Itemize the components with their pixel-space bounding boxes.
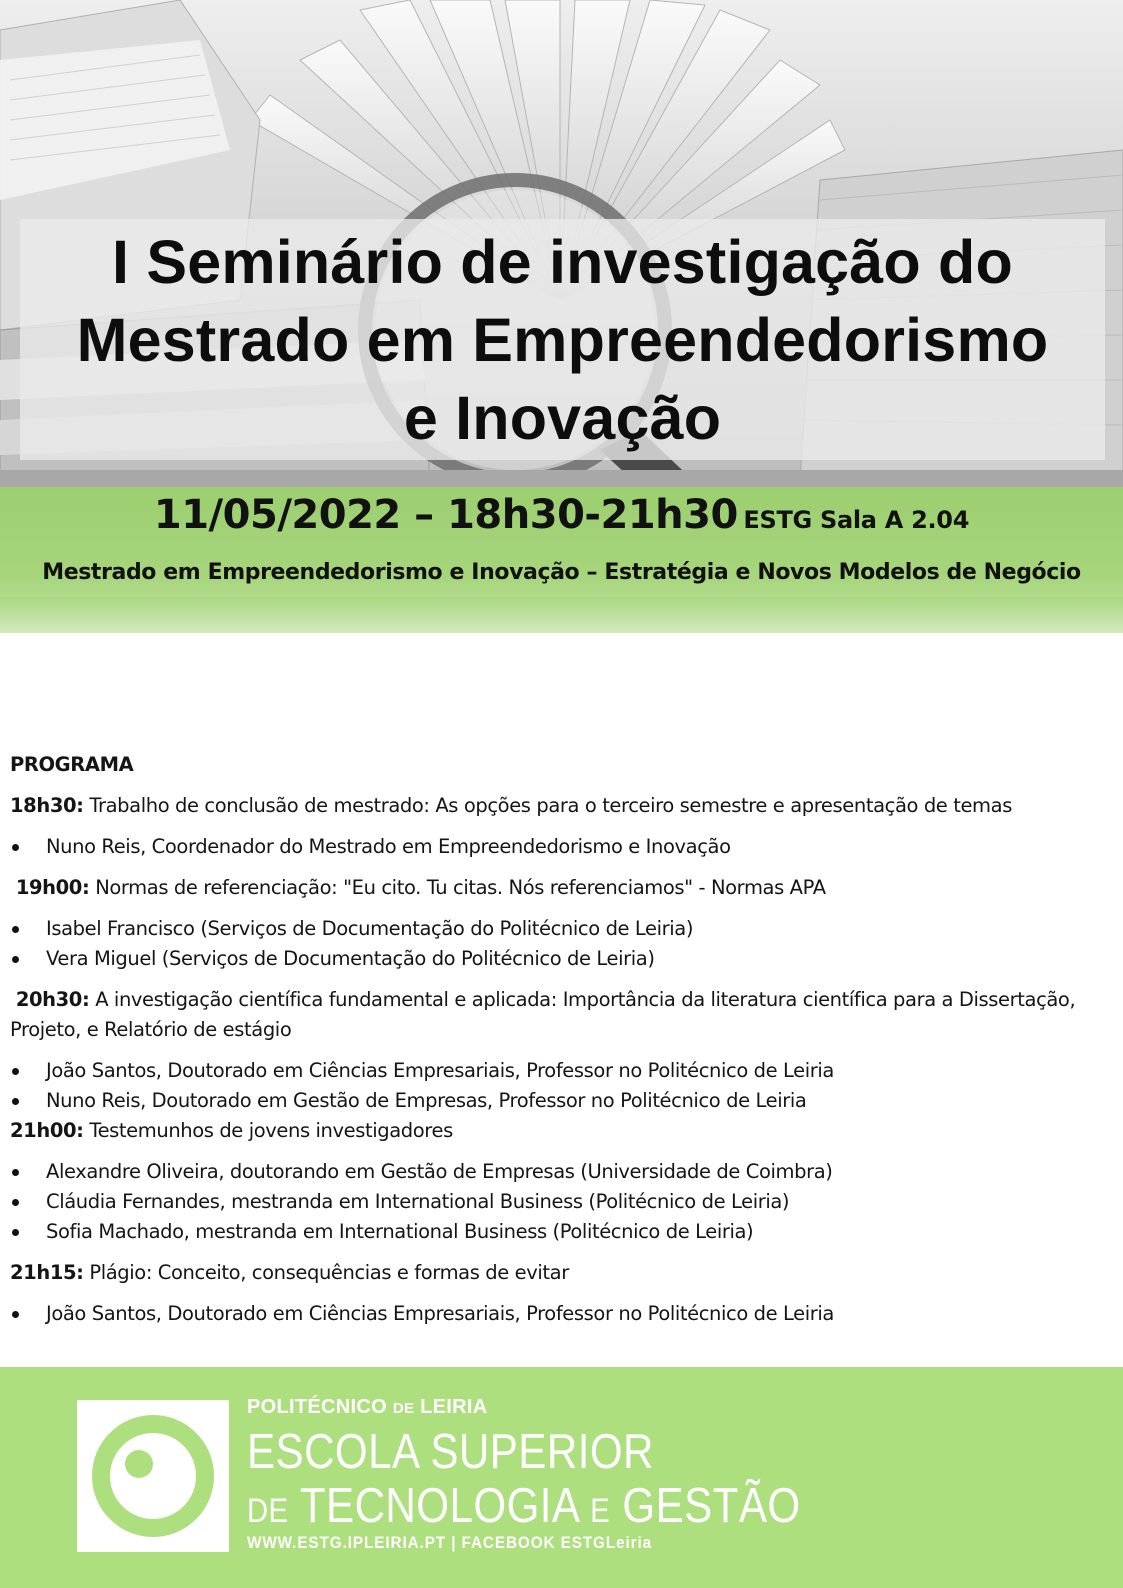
speaker-item: Alexandre Oliveira, doutorando em Gestão de Empresas (Universidade de Coimbra) xyxy=(10,1157,1118,1187)
session-4-speakers xyxy=(10,1157,1118,1247)
session-4 xyxy=(10,1116,1118,1146)
seminar-title xyxy=(77,223,1049,457)
polytechnic-word: POLITÉCNICO xyxy=(247,1396,387,1418)
hero-banner xyxy=(0,0,1123,487)
polytechnic-city: LEIRIA xyxy=(420,1396,488,1418)
session-5-speakers xyxy=(10,1299,1118,1329)
session-3-speakers xyxy=(10,1056,1118,1116)
session-time: 21h15: xyxy=(10,1261,84,1284)
contact-line xyxy=(247,1533,652,1553)
school-de: DE xyxy=(247,1492,289,1530)
session-3 xyxy=(10,985,1118,1045)
title-line-3: e Inovação xyxy=(403,383,722,452)
session-topic: A investigação científica fundamental e aplicada: Importância da literatura científica para a Dissertação, Projeto, e Relatório de estágio xyxy=(10,988,1076,1041)
session-1 xyxy=(10,791,1118,821)
session-time: 20h30: xyxy=(15,988,90,1011)
school-e: E xyxy=(590,1492,611,1530)
school-name-line-1: ESCOLA SUPERIOR xyxy=(247,1425,654,1479)
program-heading: PROGRAMA xyxy=(10,753,134,776)
session-topic: Plágio: Conceito, consequências e formas de evitar xyxy=(89,1261,569,1284)
session-1-speakers xyxy=(10,832,1118,862)
session-time: 21h00: xyxy=(10,1119,84,1142)
session-time: 19h00: xyxy=(15,876,90,899)
session-topic: Normas de referenciação: "Eu cito. Tu citas. Nós referenciamos" - Normas APA xyxy=(95,876,826,899)
speaker-item: Sofia Machado, mestranda em International Business (Politécnico de Leiria) xyxy=(10,1217,1118,1247)
school-gestao: GESTÃO xyxy=(622,1479,801,1533)
event-datetime xyxy=(0,492,1123,538)
session-topic: Trabalho de conclusão de mestrado: As opções para o terceiro semestre e apresentação de temas xyxy=(89,794,1012,817)
title-box xyxy=(20,219,1105,460)
speaker-item: João Santos, Doutorado em Ciências Empresariais, Professor no Politécnico de Leiria xyxy=(10,1299,1118,1329)
speaker-item: Nuno Reis, Coordenador do Mestrado em Empreendedorismo e Inovação xyxy=(10,832,1118,862)
event-date-time: 11/05/2022 – 18h30-21h30 xyxy=(153,492,738,538)
speaker-item: João Santos, Doutorado em Ciências Empresariais, Professor no Politécnico de Leiria xyxy=(10,1056,1118,1086)
school-logo xyxy=(77,1400,229,1552)
event-location: ESTG Sala A 2.04 xyxy=(743,506,970,534)
speaker-item: Isabel Francisco (Serviços de Documentação do Politécnico de Leiria) xyxy=(10,914,1118,944)
speaker-item: Vera Miguel (Serviços de Documentação do Politécnico de Leiria) xyxy=(10,944,1118,974)
facebook-link[interactable]: | FACEBOOK ESTGLeiria xyxy=(451,1533,653,1552)
website-link[interactable]: WWW.ESTG.IPLEIRIA.PT xyxy=(247,1533,447,1552)
session-2-speakers xyxy=(10,914,1118,974)
band-gradient xyxy=(0,597,1123,633)
session-time: 18h30: xyxy=(10,794,84,817)
speaker-item: Cláudia Fernandes, mestranda em International Business (Politécnico de Leiria) xyxy=(10,1187,1118,1217)
polytechnic-de: DE xyxy=(392,1400,415,1417)
title-line-1: I Seminário de investigação do xyxy=(112,227,1013,296)
program-section xyxy=(10,750,1118,1329)
session-5 xyxy=(10,1258,1118,1288)
session-2 xyxy=(10,873,1118,903)
school-name-line-2 xyxy=(247,1478,801,1539)
circle-eye-logo-icon xyxy=(77,1400,229,1552)
school-tecnologia: TECNOLOGIA xyxy=(299,1479,579,1533)
title-line-2: Mestrado em Empreendedorismo xyxy=(76,305,1049,374)
course-name: Mestrado em Empreendedorismo e Inovação – Estratégia e Novos Modelos de Negócio xyxy=(42,560,1081,585)
speaker-item: Nuno Reis, Doutorado em Gestão de Empresas, Professor no Politécnico de Leiria xyxy=(10,1086,1118,1116)
polytechnic-name xyxy=(247,1396,488,1419)
session-topic: Testemunhos de jovens investigadores xyxy=(89,1119,453,1142)
